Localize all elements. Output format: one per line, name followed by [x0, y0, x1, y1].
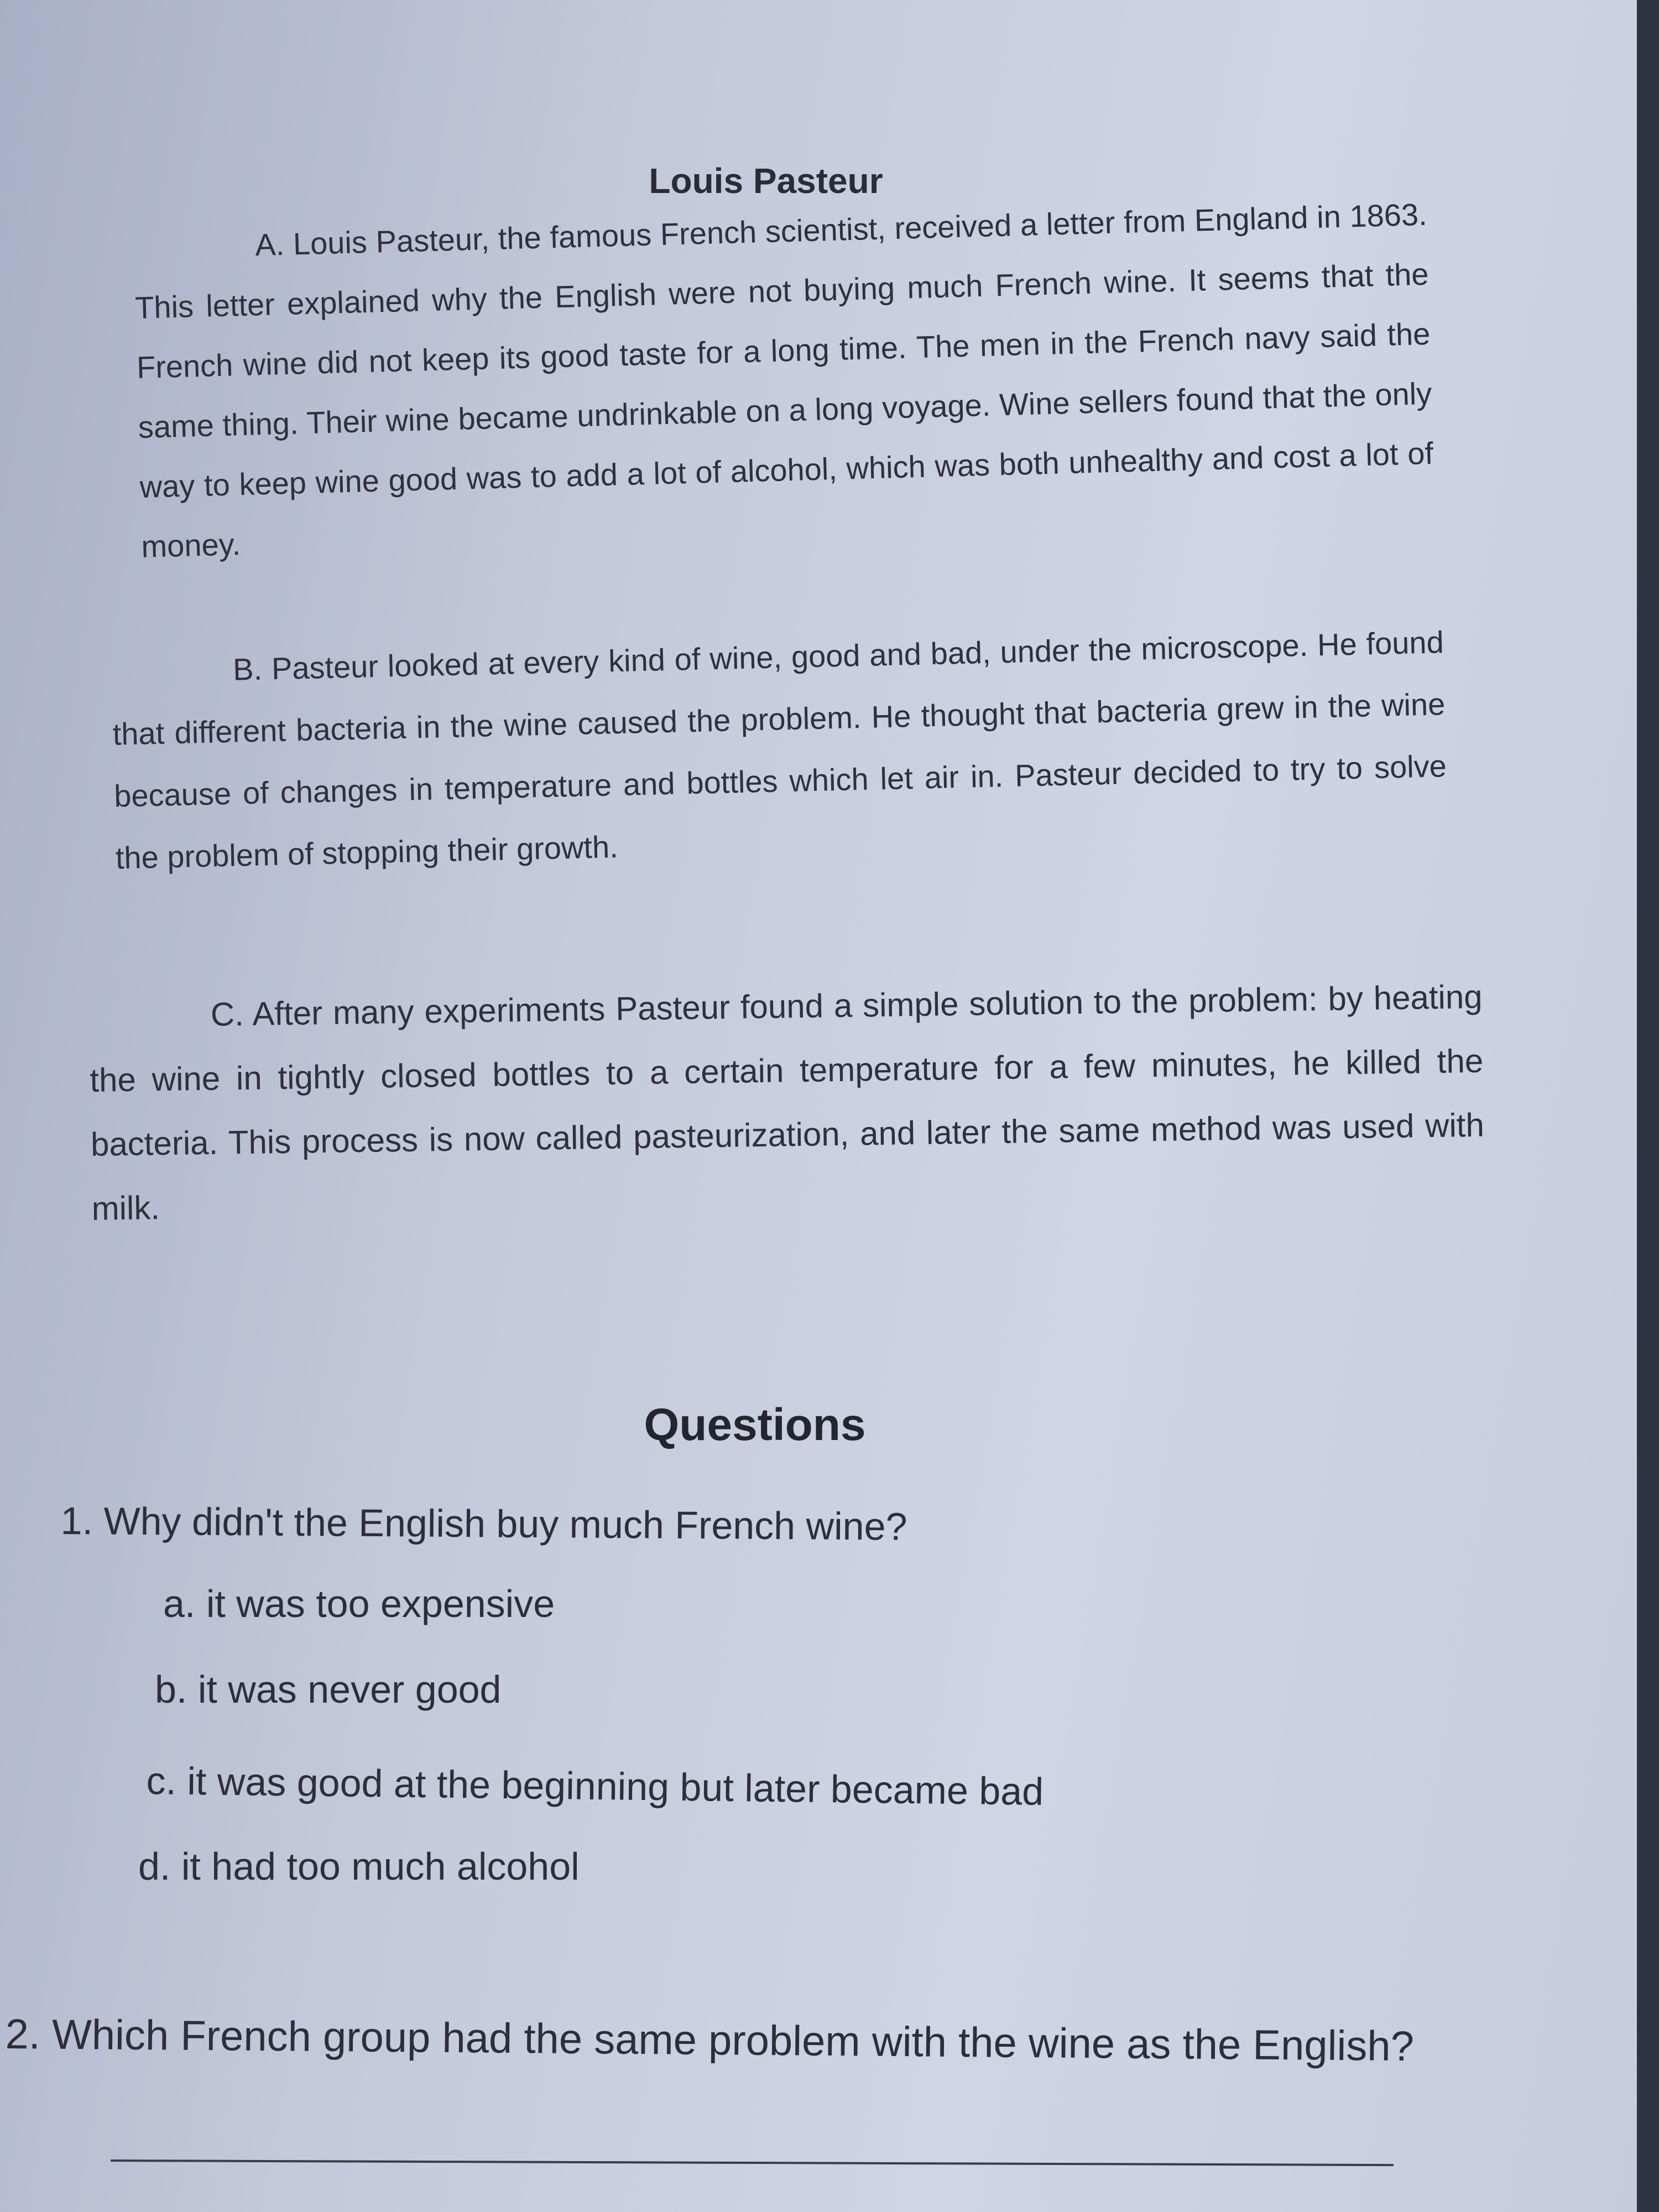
question-1-option-c: c. it was good at the beginning but later became bad [146, 1759, 1044, 1813]
paragraph-b-text: B. Pasteur looked at every kind of wine, good and bad, under the microscope. He found that different bacteria in the wine caused the problem. He thought that bacteria grew in the wine because of changes in temperature and bottles which let air in. Pasteur decided to try to solve the problem of stopping their growth. [112, 624, 1447, 875]
paragraph-c [88, 965, 1485, 1241]
question-1-option-d: d. it had too much alcohol [138, 1845, 580, 1888]
question-1: 1. Why didn't the English buy much French wine? [60, 1499, 907, 1548]
document-title: Louis Pasteur [649, 161, 883, 201]
question-1-option-b: b. it was never good [155, 1668, 502, 1711]
paragraph-a-text: A. Louis Pasteur, the famous French scientist, received a letter from England in 1863. This letter explained why the English were not buying much French wine. It seems that the French wine did not keep its good taste for a long time. The men in the French navy said the same thing. Their wine became undrinkable on a long voyage. Wine sellers found that the only way to keep wine good was to add a lot of alcohol, which was both unhealthy and cost a lot of money. [134, 196, 1434, 564]
questions-heading: Questions [644, 1400, 866, 1450]
question-1-option-a: a. it was too expensive [163, 1582, 555, 1625]
question-2: 2. Which French group had the same problem with the wine as the English? [5, 2011, 1415, 2070]
paragraph-b [111, 611, 1449, 889]
answer-line [111, 2159, 1394, 2166]
paragraph-c-text: C. After many experiments Pasteur found a simple solution to the problem: by heating the wine in tightly closed bottles to a certain temperature for a few minutes, he killed the bacteria. This process is now called pasteurization, and later the same method was used with milk. [89, 978, 1485, 1227]
paragraph-a [133, 185, 1436, 577]
